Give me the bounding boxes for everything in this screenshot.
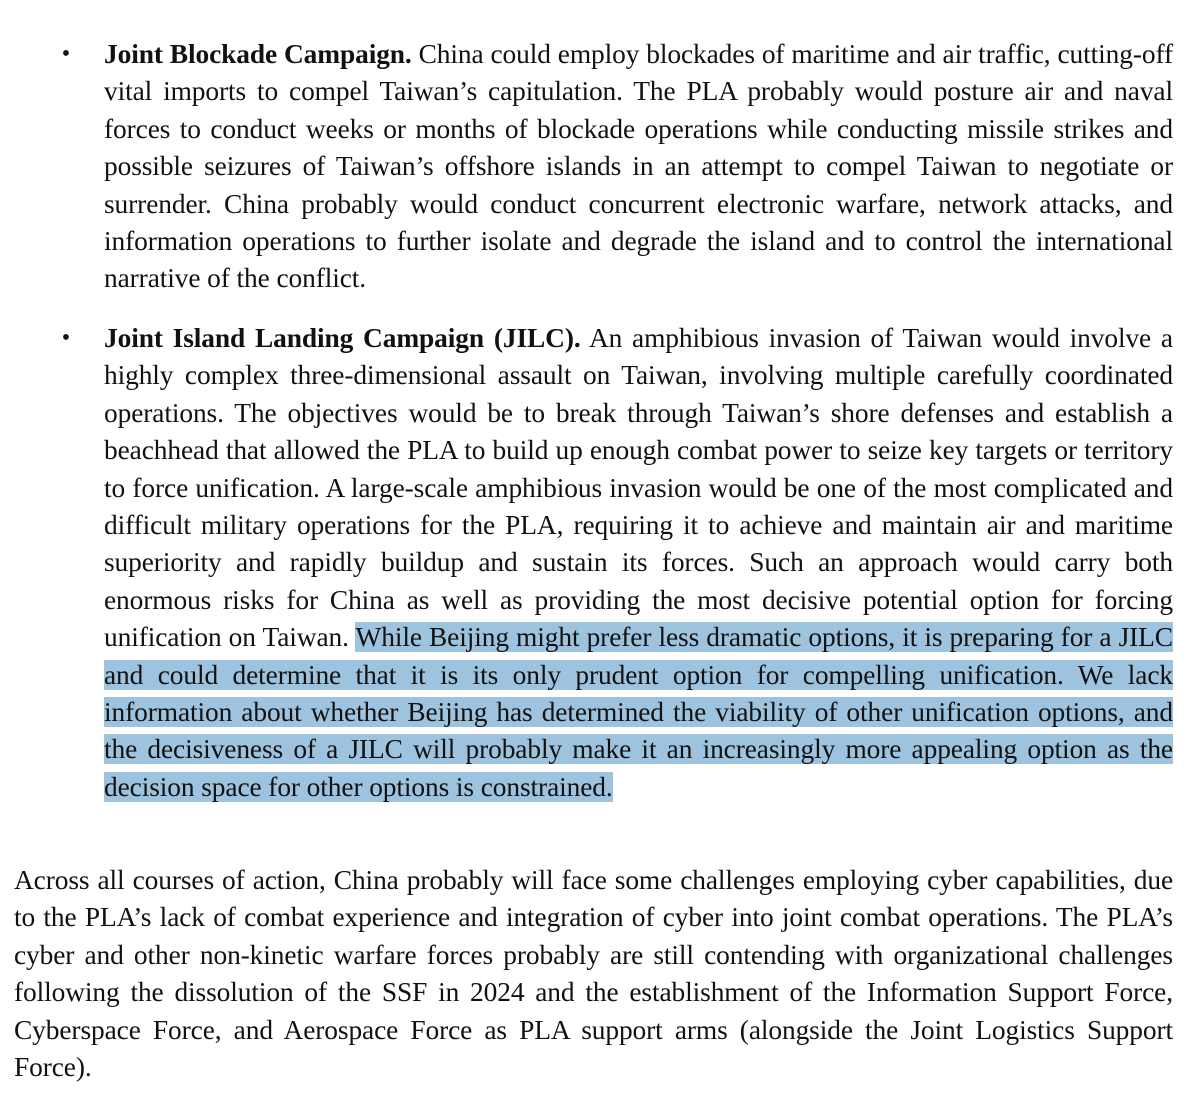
bullet-title: Joint Island Landing Campaign (JILC).	[104, 323, 581, 353]
bullet-text	[104, 320, 1173, 806]
bullet-dot-icon: •	[61, 325, 71, 351]
bullet-dot-icon: •	[61, 41, 71, 67]
highlighted-text-selection[interactable]: While Beijing might prefer less dramatic options, it is preparing for a JILC and could determine that it is its only prudent option for compelling unification. We lack information about whether Beijing has determined the viability of other unification options, and the decisiveness of a JILC will probably make it an increasingly more appealing option as the decision space for other options is constrained.	[104, 622, 1173, 802]
bullet-body: An amphibious invasion of Taiwan would involve a highly complex three-dimensional assault on Taiwan, involving multiple carefully coordinated operations. The objectives would be to break through Taiwan’s shore defenses and establish a beachhead that allowed the PLA to build up enough combat power to seize key targets or territory to force unification. A large-scale amphibious invasion would be one of the most complicated and difficult military operations for the PLA, requiring it to achieve and maintain air and maritime superiority and rapidly buildup and sustain its forces. Such an approach would carry both enormous risks for China as well as providing the most decisive potential option for forcing unification on Taiwan.	[104, 323, 1173, 653]
bullet-body: China could employ blockades of maritime and air traffic, cutting-off vital imports to compel Taiwan’s capitulation. The PLA probably would posture air and naval forces to conduct weeks or months of blockade operations while conducting missile strikes and possible seizures of Taiwan’s offshore islands in an attempt to compel Taiwan to negotiate or surrender. China probably would conduct concurrent electronic warfare, network attacks, and information operations to further isolate and degrade the island and to control the international narrative of the conflict.	[104, 39, 1173, 294]
bullet-text	[104, 36, 1173, 298]
body-paragraph: Across all courses of action, China probably will face some challenges employing cyber capabilities, due to the PLA’s lack of combat experience and integration of cyber into joint combat operations. The PLA’s cyber and other non-kinetic warfare forces probably are still contending with organizational challenges following the dissolution of the SSF in 2024 and the establishment of the Information Support Force, Cyberspace Force, and Aerospace Force as PLA support arms (alongside the Joint Logistics Support Force).	[14, 865, 1173, 1083]
bullet-title: Joint Blockade Campaign.	[104, 39, 412, 69]
